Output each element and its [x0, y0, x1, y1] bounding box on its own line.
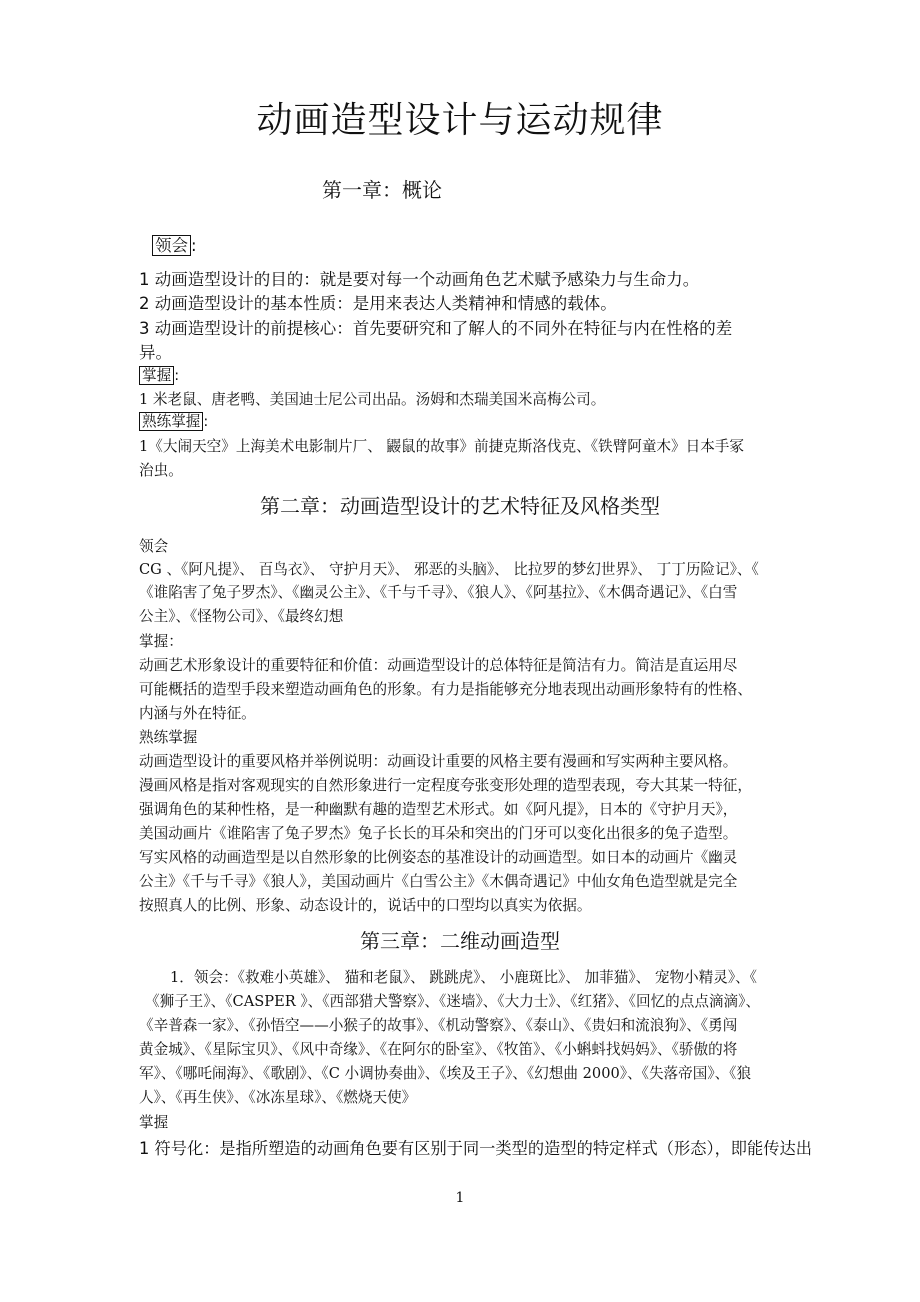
ch2-zhangwo-label: 掌握： — [139, 633, 183, 650]
ch1-linghui-line: 2 动画造型设计的基本性质：是用来表达人类精神和情感的载体。 — [139, 294, 617, 313]
ch1-linghui-label: 领会 — [152, 235, 191, 256]
ch2-shulian-line: 强调角色的某种性格，是一种幽默有趣的造型艺术形式。如《阿凡提》，日本的《守护月天》， — [139, 801, 738, 818]
ch1-linghui-colon: : — [191, 236, 197, 255]
document-title: 动画造型设计与运动规律 — [256, 100, 664, 141]
ch2-linghui-label: 领会 — [139, 538, 169, 555]
ch2-shulian-line: 漫画风格是指对客观现实的自然形象进行一定程度夸张变形处理的造型表现，夸大其某一特征， — [139, 777, 752, 794]
ch2-shulian-line: 写实风格的动画造型是以自然形象的比例姿态的基准设计的动画造型。如日本的动画片《幽灵 — [139, 849, 738, 866]
ch3-linghui-line: 军》、《哪吒闹海》、《歌剧》、《C 小调协奏曲》、《埃及王子》、《幻想曲 2000》、《失落帝国》、《狼 — [139, 1065, 752, 1082]
ch2-linghui-line: CG 、《阿凡提》、 百鸟衣》、 守护月天》、 邪恶的头脑》、 比拉罗的梦幻世界》、 丁丁历险记》、《 — [139, 561, 759, 578]
ch1-shulian-label: 熟练掌握 — [139, 412, 203, 431]
ch2-linghui-line: 公主》、《怪物公司》、《最终幻想 — [139, 608, 344, 625]
ch2-shulian-line: 动画造型设计的重要风格并举例说明：动画设计重要的风格主要有漫画和写实两种主要风格。 — [139, 753, 738, 770]
ch1-zhangwo-label-line — [139, 364, 179, 385]
ch3-zhangwo-label: 掌握 — [139, 1114, 169, 1131]
ch3-linghui-line: 1．领会：《救难小英雄》、 猫和老鼠》、 跳跳虎》、 小鹿斑比》、 加菲猫》、 宠物小精灵》、《 — [170, 969, 758, 986]
ch3-linghui-line: 黄金城》、《星际宝贝》、《风中奇缘》、《在阿尔的卧室》、《牧笛》、《小蝌蚪找妈妈》、《骄傲的将 — [139, 1041, 738, 1058]
page-number: 1 — [455, 1190, 465, 1206]
ch1-shulian-line: 1《大闹天空》上海美术电影制片厂、 鼹鼠的故事》前捷克斯洛伐克、《铁臂阿童木》日本手冢 — [139, 438, 744, 455]
ch2-shulian-line: 公主》《千与千寻》《狼人》，美国动画片《白雪公主》《木偶奇遇记》中仙女角色造型就是完全 — [139, 873, 738, 890]
ch1-linghui-label-line — [152, 232, 197, 256]
ch1-shulian-line: 治虫。 — [139, 462, 183, 479]
ch1-zhangwo-line: 1 米老鼠、唐老鸭、美国迪士尼公司出品。汤姆和杰瑞美国米高梅公司。 — [139, 391, 606, 408]
ch2-zhangwo-line: 动画艺术形象设计的重要特征和价值：动画造型设计的总体特征是简洁有力。简洁是直运用尽 — [139, 657, 738, 674]
ch1-zhangwo-colon: : — [174, 367, 180, 384]
ch3-linghui-line: 人》、《再生侠》、《冰冻星球》、《燃烧天使》 — [139, 1089, 417, 1106]
ch2-zhangwo-line: 内涵与外在特征。 — [139, 705, 256, 722]
ch3-linghui-line: 《辛普森一家》、《孙悟空——小猴子的故事》、《机动警察》、《泰山》、《贵妇和流浪狗》、《勇闯 — [139, 1017, 738, 1034]
ch1-linghui-line: 异。 — [139, 343, 172, 362]
ch2-shulian-line: 美国动画片《谁陷害了兔子罗杰》兔子长长的耳朵和突出的门牙可以变化出很多的兔子造型。 — [139, 825, 738, 842]
chapter-2-heading: 第二章：动画造型设计的艺术特征及风格类型 — [260, 494, 660, 518]
ch1-zhangwo-label: 掌握 — [139, 366, 174, 385]
ch1-shulian-label-line — [139, 410, 208, 431]
ch1-shulian-colon: : — [203, 413, 209, 430]
ch2-shulian-label: 熟练掌握 — [139, 729, 198, 746]
chapter-1-heading: 第一章：概论 — [322, 178, 442, 202]
ch3-linghui-line: 《狮子王》、《CASPER 》、《西部猎犬警察》、《迷墙》、《大力士》、《红猪》、《回忆的点点滴滴》、 — [145, 993, 761, 1010]
ch3-zhangwo-line: 1 符号化：是指所塑造的动画角色要有区别于同一类型的造型的特定样式（形态），即能传达出 — [139, 1139, 812, 1158]
ch1-linghui-line: 3 动画造型设计的前提核心：首先要研究和了解人的不同外在特征与内在性格的差 — [139, 319, 733, 338]
ch2-shulian-line: 按照真人的比例、形象、动态设计的，说话中的口型均以真实为依据。 — [139, 897, 592, 914]
ch1-linghui-line: 1 动画造型设计的目的：就是要对每一个动画角色艺术赋予感染力与生命力。 — [139, 270, 700, 289]
ch2-linghui-line: 《谁陷害了兔子罗杰》、《幽灵公主》、《千与千寻》、《狼人》、《阿基拉》、《木偶奇遇记》、《白雪 — [139, 584, 738, 601]
chapter-3-heading: 第三章：二维动画造型 — [360, 929, 560, 953]
ch2-zhangwo-line: 可能概括的造型手段来塑造动画角色的形象。有力是指能够充分地表现出动画形象特有的性格、 — [139, 681, 752, 698]
